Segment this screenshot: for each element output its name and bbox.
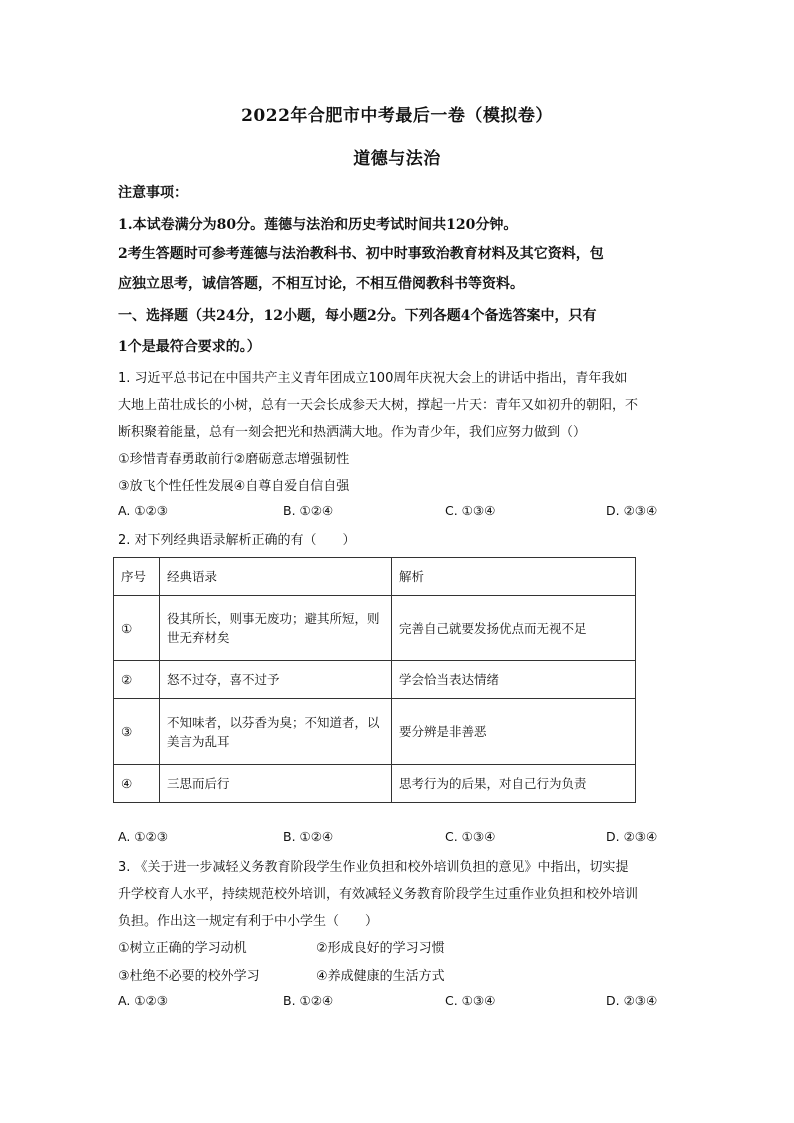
table-row [114, 699, 636, 765]
row-quote: 役其所长，则事无废功；避其所短，则世无弃材矣 [160, 596, 392, 661]
table-row [114, 661, 636, 699]
q3-statement-4: ④养成健康的生活方式 [316, 969, 445, 984]
row-number: ③ [114, 699, 160, 765]
q3-stem-line-1: 3. 《关于进一步减轻义务教育阶段学生作业负担和校外培训负担的意见》中指出，切实提 [118, 860, 629, 875]
row-quote: 三思而后行 [160, 765, 392, 803]
notice-item-2-line-2: 应独立思考，诚信答题，不相互讨论，不相互借阅教科书等资料。 [118, 276, 524, 292]
exam-title: 2022年合肥市中考最后一卷（模拟卷） [241, 106, 553, 126]
q2-stem: 2. 对下列经典语录解析正确的有（ ） [118, 533, 356, 548]
row-number: ④ [114, 765, 160, 803]
q3-statement-1: ①树立正确的学习动机 [118, 941, 247, 956]
q2-option-b: B. ①②④ [283, 829, 334, 844]
q3-option-d: D. ②③④ [606, 993, 658, 1008]
q1-option-b: B. ①②④ [283, 503, 334, 518]
notice-item-1: 1.本试卷满分为80分。莲德与法治和历史考试时间共120分钟。 [118, 217, 518, 233]
q1-stem-line-2: 大地上苗壮成长的小树，总有一天会长成参天大树，撑起一片天：青年又如初升的朝阳，不 [118, 398, 639, 413]
q3-statement-2: ②形成良好的学习习惯 [316, 941, 445, 956]
q3-stem-line-3: 负担。作出这一规定有利于中小学生（ ） [118, 914, 379, 929]
row-analysis: 学会恰当表达情绪 [392, 661, 636, 699]
quotes-table [113, 557, 636, 803]
subject-title: 道德与法治 [353, 149, 441, 169]
q2-option-d: D. ②③④ [606, 829, 658, 844]
table-header-cell: 解析 [392, 558, 636, 596]
table-row [114, 765, 636, 803]
row-number: ① [114, 596, 160, 661]
notice-item-2-line-1: 2考生答题时可参考莲德与法治教科书、初中时事致治教育材料及其它资料，包 [118, 246, 604, 262]
table-row [114, 596, 636, 661]
q1-statement-line-2: ③放飞个性任性发展④自尊自爱自信自强 [118, 479, 350, 494]
q3-stem-line-2: 升学校育人水平，持续规范校外培训，有效减轻义务教育阶段学生过重作业负担和校外培训 [118, 887, 639, 902]
q3-option-a: A. ①②③ [118, 993, 168, 1008]
q1-option-a: A. ①②③ [118, 503, 168, 518]
row-analysis: 完善自己就要发扬优点而无视不足 [392, 596, 636, 661]
q1-stem-line-3: 断积聚着能量，总有一刻会把光和热洒满大地。作为青少年，我们应努力做到（） [118, 425, 587, 440]
q1-stem-line-1: 1. 习近平总书记在中国共产主义青年团成立100周年庆祝大会上的讲话中指出，青年我如 [118, 371, 628, 386]
section-heading-line-1: 一、选择题（共24分，12小题，每小题2分。下列各题4个备选答案中，只有 [118, 308, 597, 324]
q2-option-c: C. ①③④ [445, 829, 496, 844]
table-header-cell: 序号 [114, 558, 160, 596]
row-number: ② [114, 661, 160, 699]
q1-statement-line-1: ①珍惜青春勇敢前行②磨砺意志增强韧性 [118, 452, 350, 467]
q2-option-a: A. ①②③ [118, 829, 168, 844]
table-header-cell: 经典语录 [160, 558, 392, 596]
row-analysis: 思考行为的后果，对自己行为负责 [392, 765, 636, 803]
q3-option-c: C. ①③④ [445, 993, 496, 1008]
row-quote: 不知味者，以芬香为臭；不知道者，以美言为乱耳 [160, 699, 392, 765]
table-header-row [114, 558, 636, 596]
row-analysis: 要分辨是非善恶 [392, 699, 636, 765]
q1-option-c: C. ①③④ [445, 503, 496, 518]
row-quote: 怒不过夺，喜不过予 [160, 661, 392, 699]
q3-option-b: B. ①②④ [283, 993, 334, 1008]
q3-statement-3: ③杜绝不必要的校外学习 [118, 969, 260, 984]
notice-heading: 注意事项： [118, 185, 188, 201]
q1-option-d: D. ②③④ [606, 503, 658, 518]
section-heading-line-2: 1个是最符合要求的。） [118, 339, 261, 355]
